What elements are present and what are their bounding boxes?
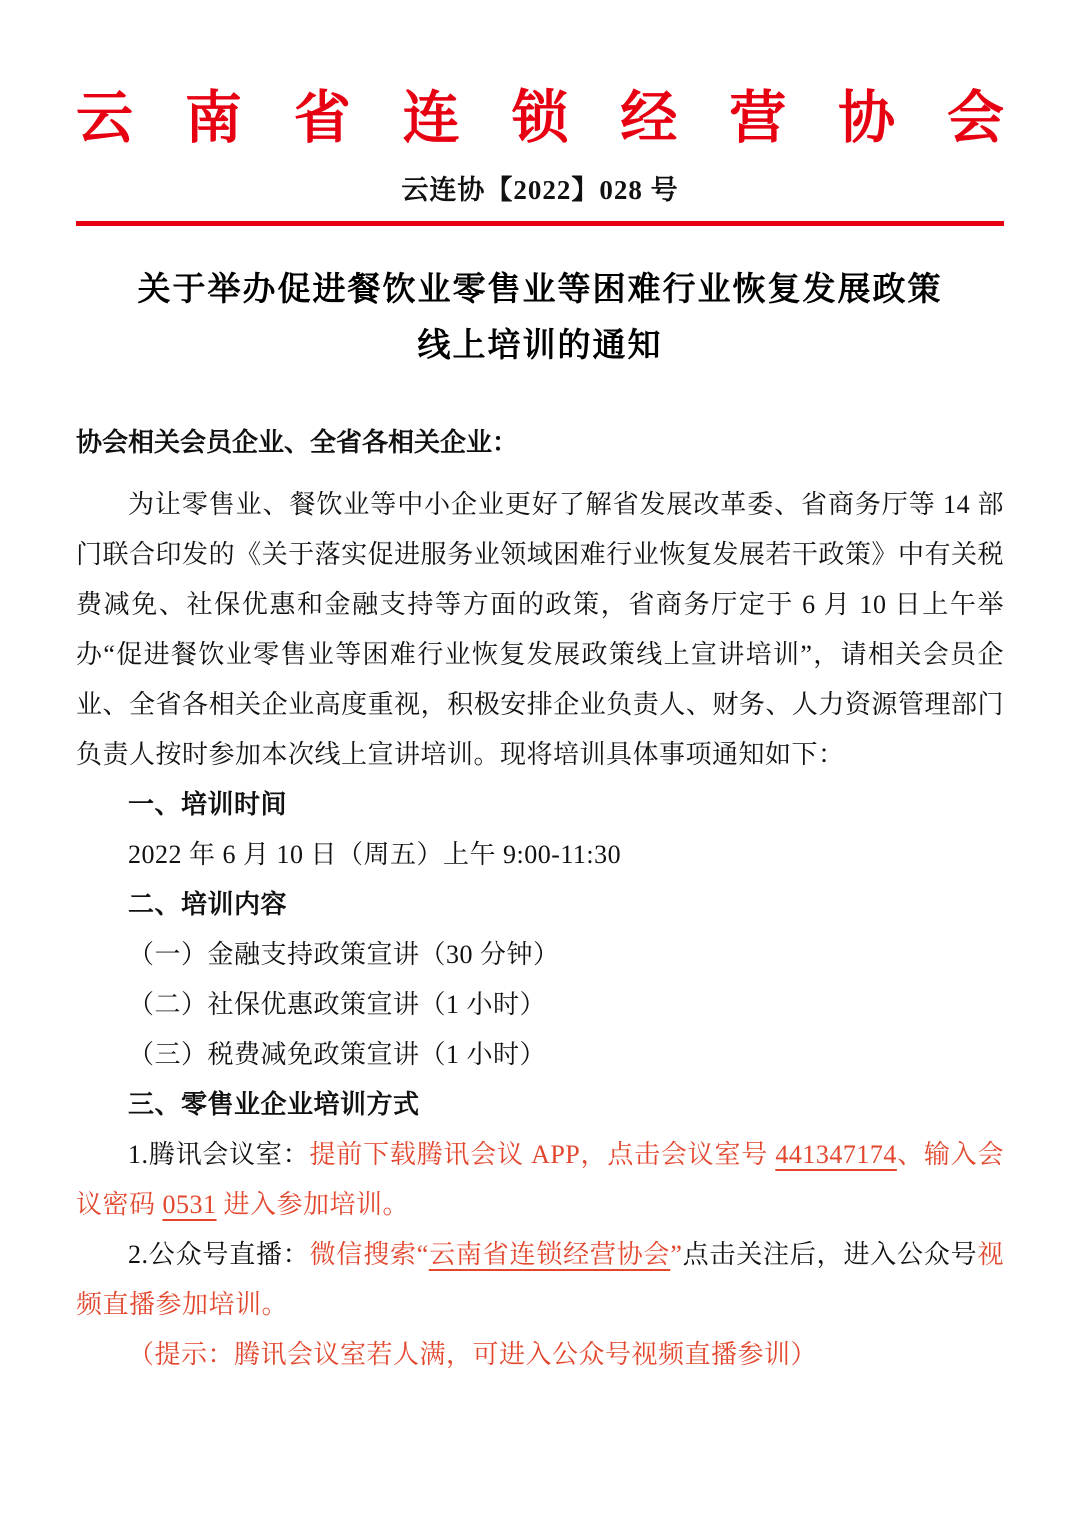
document-title	[76, 262, 1004, 374]
title-line-1: 关于举办促进餐饮业零售业等困难行业恢复发展政策	[137, 271, 943, 308]
org-name: 云 南 省 连 锁 经 营 协 会	[76, 87, 1004, 150]
method1-instruction-1: 提前下载腾讯会议 APP，点击会议室号	[309, 1139, 776, 1169]
method2-instruction-3: 点击关注后，进入公众号	[682, 1239, 978, 1269]
method1-instruction-2: 、输入会议密码	[76, 1139, 1004, 1219]
training-content-item-3: （三）税费减免政策宣讲（1 小时）	[128, 1039, 547, 1069]
meeting-password: 0531	[162, 1189, 217, 1219]
red-divider-line	[76, 221, 1004, 226]
method2-instruction-1: 微信搜索“	[309, 1239, 429, 1269]
method2-label: 2.公众号直播：	[128, 1239, 310, 1269]
section3-heading: 三、零售业企业培训方式	[128, 1089, 420, 1119]
section1-heading: 一、培训时间	[128, 789, 288, 819]
method1-label: 1.腾讯会议室：	[128, 1139, 310, 1169]
training-time: 2022 年 6 月 10 日（周五）上午 9:00-11:30	[128, 839, 622, 869]
method-official-account	[76, 1230, 1004, 1330]
title-line-2: 线上培训的通知	[417, 327, 663, 364]
salutation: 协会相关会员企业、全省各相关企业：	[76, 427, 519, 457]
training-content-item-2: （二）社保优惠政策宣讲（1 小时）	[128, 989, 547, 1019]
method-tencent-meeting	[76, 1130, 1004, 1230]
training-content-item-1: （一）金融支持政策宣讲（30 分钟）	[128, 939, 560, 969]
doc-number: 云连协【2022】028 号	[401, 174, 679, 205]
method2-instruction-4: 视频直播参加培训。	[76, 1239, 1004, 1319]
intro-paragraph: 为让零售业、餐饮业等中小企业更好了解省发展改革委、省商务厅等 14 部门联合印发的《关于落实促进服务业领域困难行业恢复发展若干政策》中有关税费减免、社保优惠和金融支持等方面的政策，省商务厅定于 6 月 10 日上午举办“促进餐饮业零售业等困难行业恢复发展政策线上宣讲培训”，请相关会员企业、全省各相关企业高度重视，积极安排企业负责人、财务、人力资源管理部门负责人按时参加本次线上宣讲培训。现将培训具体事项通知如下：	[76, 489, 1004, 769]
meeting-room-number: 441347174	[775, 1139, 897, 1169]
hint-line: （提示：腾讯会议室若人满，可进入公众号视频直播参训）	[128, 1339, 818, 1369]
section2-heading: 二、培训内容	[128, 889, 288, 919]
method2-instruction-2: ”	[670, 1239, 683, 1269]
official-account-name: 云南省连锁经营协会	[428, 1239, 671, 1269]
method1-instruction-3: 进入参加培训。	[216, 1189, 410, 1219]
